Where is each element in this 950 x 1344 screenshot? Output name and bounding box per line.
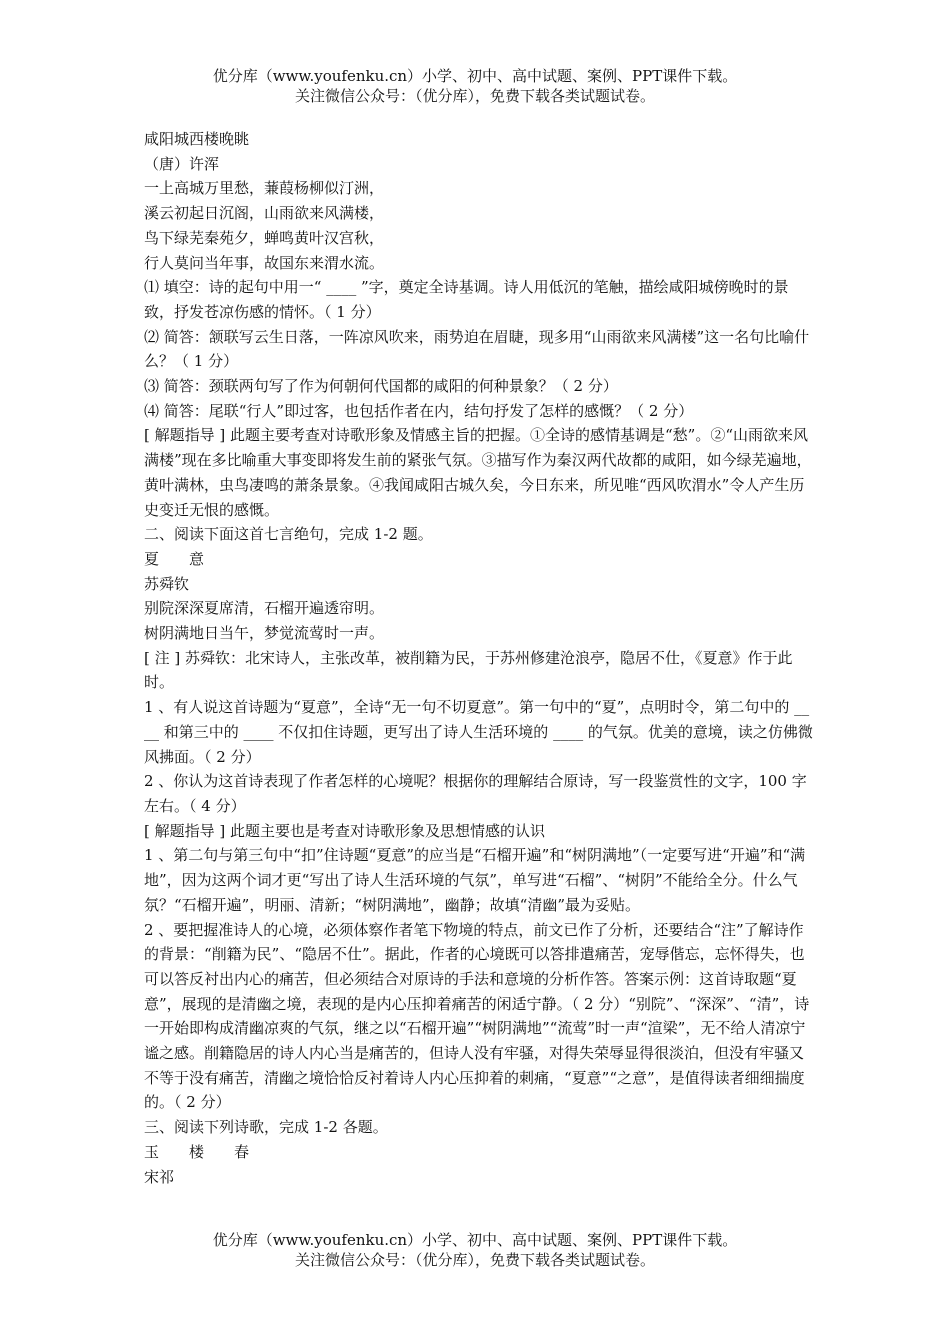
question-paragraph: 2 、你认为这首诗表现了作者怎样的心境呢？根据你的理解结合原诗，写一段鉴赏性的文字，100 字左右。（ 4 分） bbox=[144, 772, 807, 815]
answer-guide-paragraph: [ 解题指导 ] 此题主要也是考查对诗歌形象及思想情感的认识 bbox=[144, 821, 546, 840]
poem-line: 一上高城万里愁，蒹葭杨柳似汀洲， bbox=[144, 179, 385, 198]
poem-title: 夏 意 bbox=[144, 549, 205, 568]
poem-line: 鸟下绿芜秦苑夕，蝉鸣黄叶汉宫秋， bbox=[144, 228, 385, 247]
answer-guide-paragraph: [ 解题指导 ] 此题主要考查对诗歌形象及情感主旨的把握。①全诗的感情基调是“愁”。②“山雨欲来风满楼”现在多比喻重大事变即将发生前的紧张气氛。③描写作为秦汉两代故都的咸阳，如今绿芜遍地，黄叶满林，虫鸟凄鸣的萧条景象。④我闻咸阳古城久矣，今日东来，所见唯“西风吹渭水”令人产生历史变迁无恨的感慨。 bbox=[144, 426, 812, 519]
page-header bbox=[0, 66, 950, 106]
note-paragraph: [ 注 ] 苏舜钦：北宋诗人，主张改革，被削籍为民，于苏州修建沧浪亭，隐居不仕，《夏意》作于此时。 bbox=[144, 648, 793, 692]
question-paragraph: ⑵ 简答：颔联写云生日落，一阵凉风吹来，雨势迫在眉睫，现多用“山雨欲来风满楼”这一名句比喻什么？（ 1 分） bbox=[144, 327, 810, 371]
document-body bbox=[144, 127, 816, 1189]
question-paragraph: ⑶ 简答：颈联两句写了作为何朝何代国都的咸阳的何种景象？（ 2 分） bbox=[144, 377, 618, 396]
page-footer bbox=[0, 1230, 950, 1270]
section-heading: 三、阅读下列诗歌，完成 1-2 各题。 bbox=[144, 1118, 388, 1137]
poem-author: 宋祁 bbox=[144, 1167, 175, 1186]
poem-author: 苏舜钦 bbox=[144, 574, 190, 593]
footer-line-2: 关注微信公众号：（优分库），免费下载各类试题试卷。 bbox=[294, 1251, 655, 1269]
poem-author: （唐）许浑 bbox=[144, 154, 220, 173]
header-line-1: 优分库（www.youfenku.cn）小学、初中、高中试题、案例、PPT课件下载。 bbox=[212, 67, 738, 85]
answer-paragraph: 1 、第二句与第三句中“扣”住诗题“夏意”的应当是“石榴开遍”和“树阴满地”（一定要写进“开遍”和“满地”，因为这两个词才更“写出了诗人生活环境的气氛”，单写进“石榴”、“树阴”不能给全分。什么气氛？“石榴开遍”，明丽、清新；“树阴满地”，幽静；故填“清幽”最为妥贴。 bbox=[144, 846, 806, 914]
poem-line: 别院深深夏席清，石榴开遍透帘明。 bbox=[144, 599, 385, 618]
footer-line-1: 优分库（www.youfenku.cn）小学、初中、高中试题、案例、PPT课件下载。 bbox=[212, 1231, 738, 1249]
question-paragraph: 1 、有人说这首诗题为“夏意”，全诗“无一句不切夏意”。第一句中的“夏”，点明时令，第二句中的 ____ 和第三中的 ____ 不仅扣住诗题，更写出了诗人生活环境的 ____ 的气氛。优美的意境，读之仿佛微风拂面。（ 2 分） bbox=[144, 698, 813, 766]
poem-line: 行人莫问当年事，故国东来渭水流。 bbox=[144, 253, 385, 272]
section-heading: 二、阅读下面这首七言绝句，完成 1-2 题。 bbox=[144, 525, 433, 544]
question-paragraph: ⑷ 简答：尾联“行人”即过客，也包括作者在内，结句抒发了怎样的感慨？（ 2 分） bbox=[144, 401, 694, 420]
answer-paragraph: 2 、要把握准诗人的心境，必须体察作者笔下物境的特点，前文已作了分析，还要结合“注”了解诗作的背景：“削籍为民”、“隐居不仕”。据此，作者的心境既可以答排遣痛苦，宠辱偕忘，忘怀得失，也可以答反衬出内心的痛苦，但必须结合对原诗的手法和意境的分析作答。答案示例：这首诗取题“夏意”，展现的是清幽之境，表现的是内心压抑着痛苦的闲适宁静。（ 2 分）“别院”、“深深”、“清”，诗一开始即构成清幽凉爽的气氛，继之以“石榴开遍”“树阴满地”“流莺”时一声“渲梁”，无不给人清凉宁谧之感。削籍隐居的诗人内心当是痛苦的，但诗人没有牢骚，对得失荣辱显得很淡泊，但没有牢骚又不等于没有痛苦，清幽之境恰恰反衬着诗人内心压抑着的刺痛，“夏意”“之意”，是值得读者细细揣度的。（ 2 分） bbox=[144, 920, 810, 1112]
poem-title: 玉 楼 春 bbox=[144, 1142, 250, 1161]
poem-line: 溪云初起日沉阁，山雨欲来风满楼， bbox=[144, 204, 385, 223]
poem-title: 咸阳城西楼晚眺 bbox=[144, 130, 250, 148]
header-line-2: 关注微信公众号：（优分库），免费下载各类试题试卷。 bbox=[294, 87, 655, 105]
poem-line: 树阴满地日当午，梦觉流莺时一声。 bbox=[144, 624, 385, 643]
question-paragraph: ⑴ 填空：诗的起句中用一“ ____ ”字，奠定全诗基调。诗人用低沉的笔触，描绘咸阳城傍晚时的景致，抒发苍凉伤感的情怀。（ 1 分） bbox=[144, 278, 789, 321]
